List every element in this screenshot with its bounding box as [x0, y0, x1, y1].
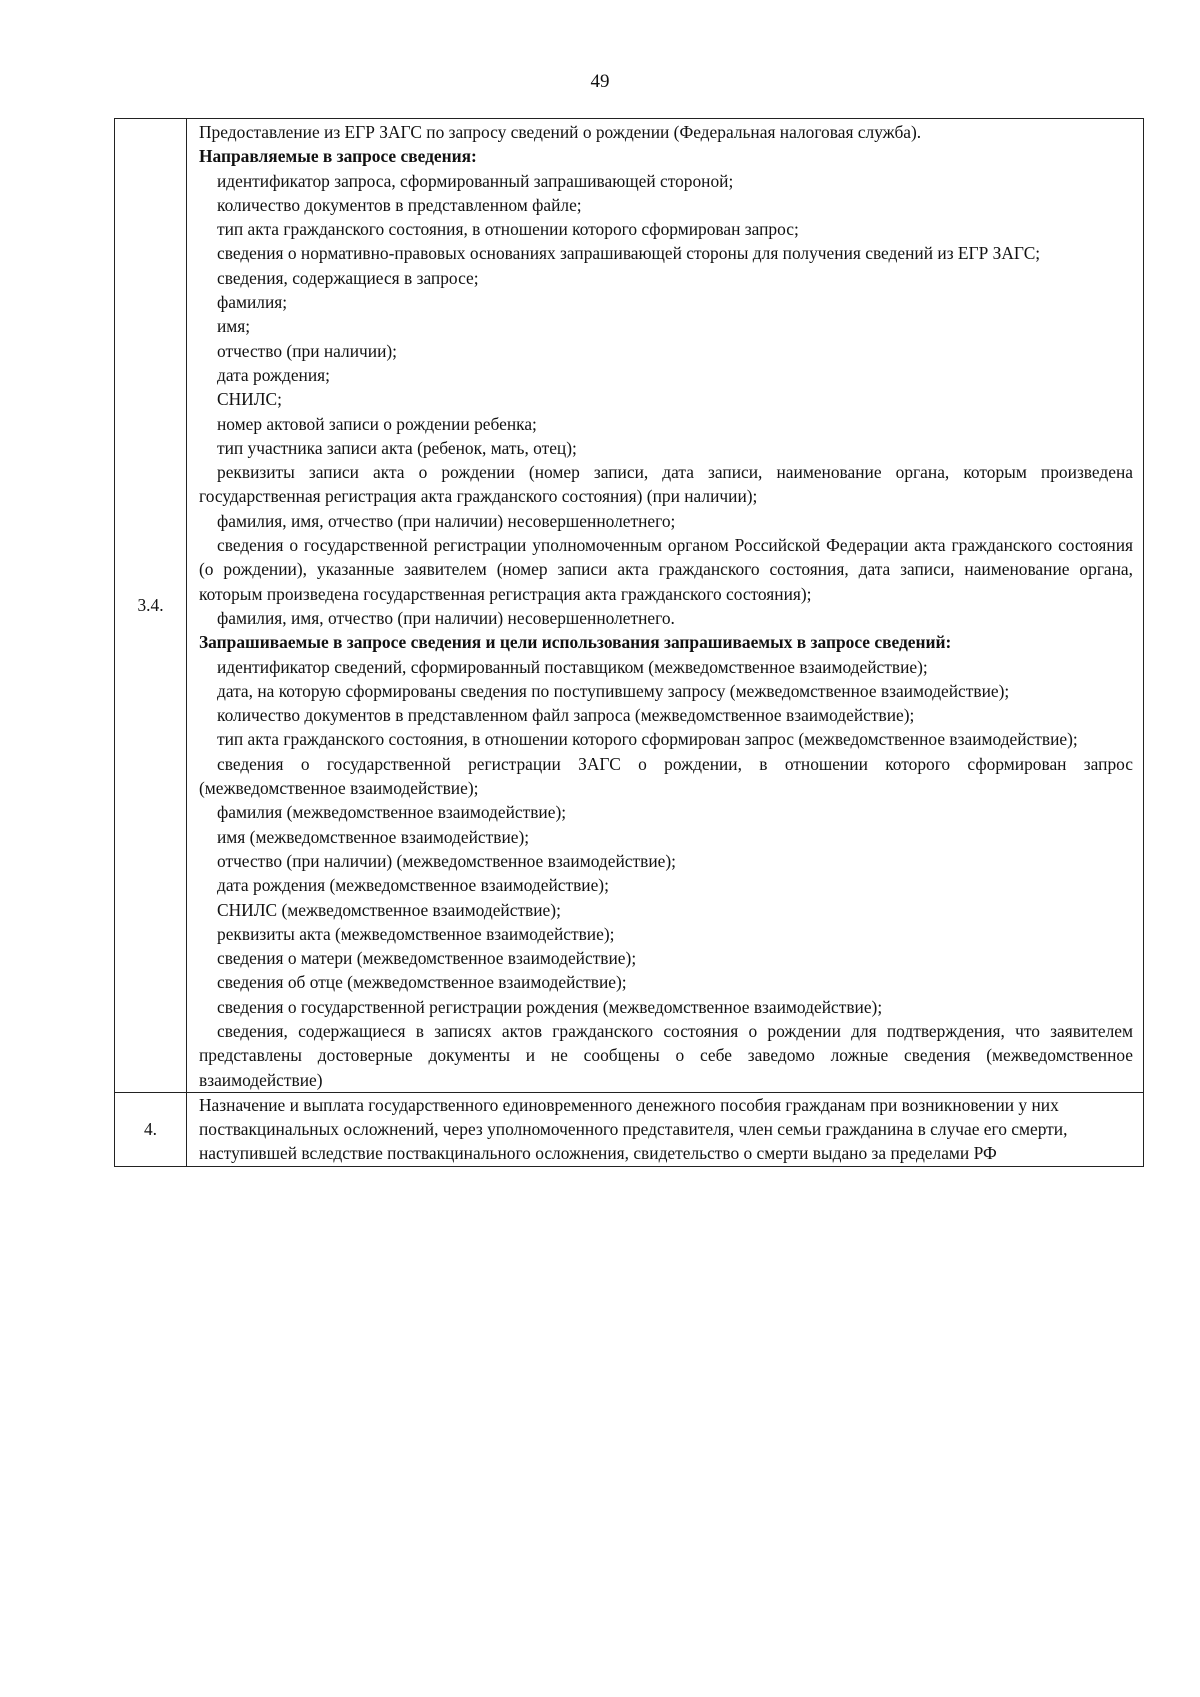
text-line: сведения о государственной регистрации рождения (межведомственное взаимодействие); [217, 996, 883, 1017]
text-line: идентификатор запроса, сформированный запрашивающей стороной; [217, 170, 734, 191]
text-line: сведения, содержащиеся в записях актов гражданского состояния о рождении для подтверждения, что заявителем представлены достоверные документы и не сообщены о себе заведомо ложные сведения (межведомственное взаимодействие) [199, 1020, 1133, 1090]
text-line: реквизиты акта (межведомственное взаимодействие); [217, 923, 615, 944]
text-line: тип акта гражданского состояния, в отношении которого сформирован запрос (межведомственное взаимодействие); [217, 729, 1078, 750]
text-line: имя (межведомственное взаимодействие); [217, 826, 530, 847]
row-content-cell [187, 119, 1144, 1093]
text-line: имя; [217, 316, 251, 337]
text-line: Назначение и выплата государственного единовременного денежного пособия гражданам при возникновении у них поствакцинальных осложнений, через уполномоченного представителя, член семьи гражданина в случае его смерти, наступившей вследствие поствакцинального осложнения, свидетельство о смерти выдано за пределами РФ [199, 1094, 1068, 1164]
text-line: СНИЛС (межведомственное взаимодействие); [217, 899, 561, 920]
text-line: сведения об отце (межведомственное взаимодействие); [217, 972, 627, 993]
text-line: Предоставление из ЕГР ЗАГС по запросу сведений о рождении (Федеральная налоговая служба). [199, 122, 922, 142]
text-line: фамилия, имя, отчество (при наличии) несовершеннолетнего; [217, 510, 676, 531]
page-number: 49 [590, 71, 610, 92]
text-line: СНИЛС; [217, 389, 282, 410]
text-line: сведения, содержащиеся в запросе; [217, 267, 479, 288]
text-line: реквизиты записи акта о рождении (номер записи, дата записи, наименование органа, которым произведена государственная регистрация акта гражданского состояния) (при наличии); [199, 462, 1133, 507]
text-line: фамилия; [217, 292, 288, 313]
row-number-cell: 4. [115, 1092, 187, 1166]
row-number-cell: 3.4. [115, 119, 187, 1093]
text-line: фамилия, имя, отчество (при наличии) несовершеннолетнего. [217, 607, 675, 628]
text-line: фамилия (межведомственное взаимодействие); [217, 802, 567, 823]
text-line: количество документов в представленном файле; [217, 194, 582, 215]
text-line: отчество (при наличии) (межведомственное взаимодействие); [217, 850, 676, 871]
table-row [115, 1092, 1144, 1166]
text-line: тип участника записи акта (ребенок, мать, отец); [217, 437, 577, 458]
section-heading: Направляемые в запросе сведения: [199, 146, 477, 167]
text-line: идентификатор сведений, сформированный поставщиком (межведомственное взаимодействие); [217, 656, 928, 677]
row-content-cell [187, 1092, 1144, 1166]
table-row [115, 119, 1144, 1093]
text-line: сведения о матери (межведомственное взаимодействие); [217, 948, 637, 969]
text-line: дата рождения; [217, 364, 330, 385]
section-heading: Запрашиваемые в запросе сведения и цели использования запрашиваемых в запросе сведений: [199, 632, 952, 653]
text-line: дата рождения (межведомственное взаимодействие); [217, 875, 609, 896]
text-line: количество документов в представленном файл запроса (межведомственное взаимодействие); [217, 705, 915, 726]
text-line: тип акта гражданского состояния, в отношении которого сформирован запрос; [217, 219, 799, 240]
document-table [114, 118, 1144, 1167]
text-line: отчество (при наличии); [217, 340, 398, 361]
text-line: сведения о нормативно-правовых основаниях запрашивающей стороны для получения сведений из ЕГР ЗАГС; [217, 243, 1041, 264]
text-line: сведения о государственной регистрации ЗАГС о рождении, в отношении которого сформирован запрос (межведомственное взаимодействие); [199, 753, 1133, 799]
text-line: номер актовой записи о рождении ребенка; [217, 413, 537, 434]
text-line: дата, на которую сформированы сведения по поступившему запросу (межведомственное взаимодействие); [217, 680, 1010, 701]
text-line: сведения о государственной регистрации уполномоченным органом Российской Федерации акта гражданского состояния (о рождении), указанные заявителем (номер записи акта гражданского состояния, дата записи, наименование органа, которым произведена государственная регистрация акта гражданского состояния); [199, 535, 1133, 604]
